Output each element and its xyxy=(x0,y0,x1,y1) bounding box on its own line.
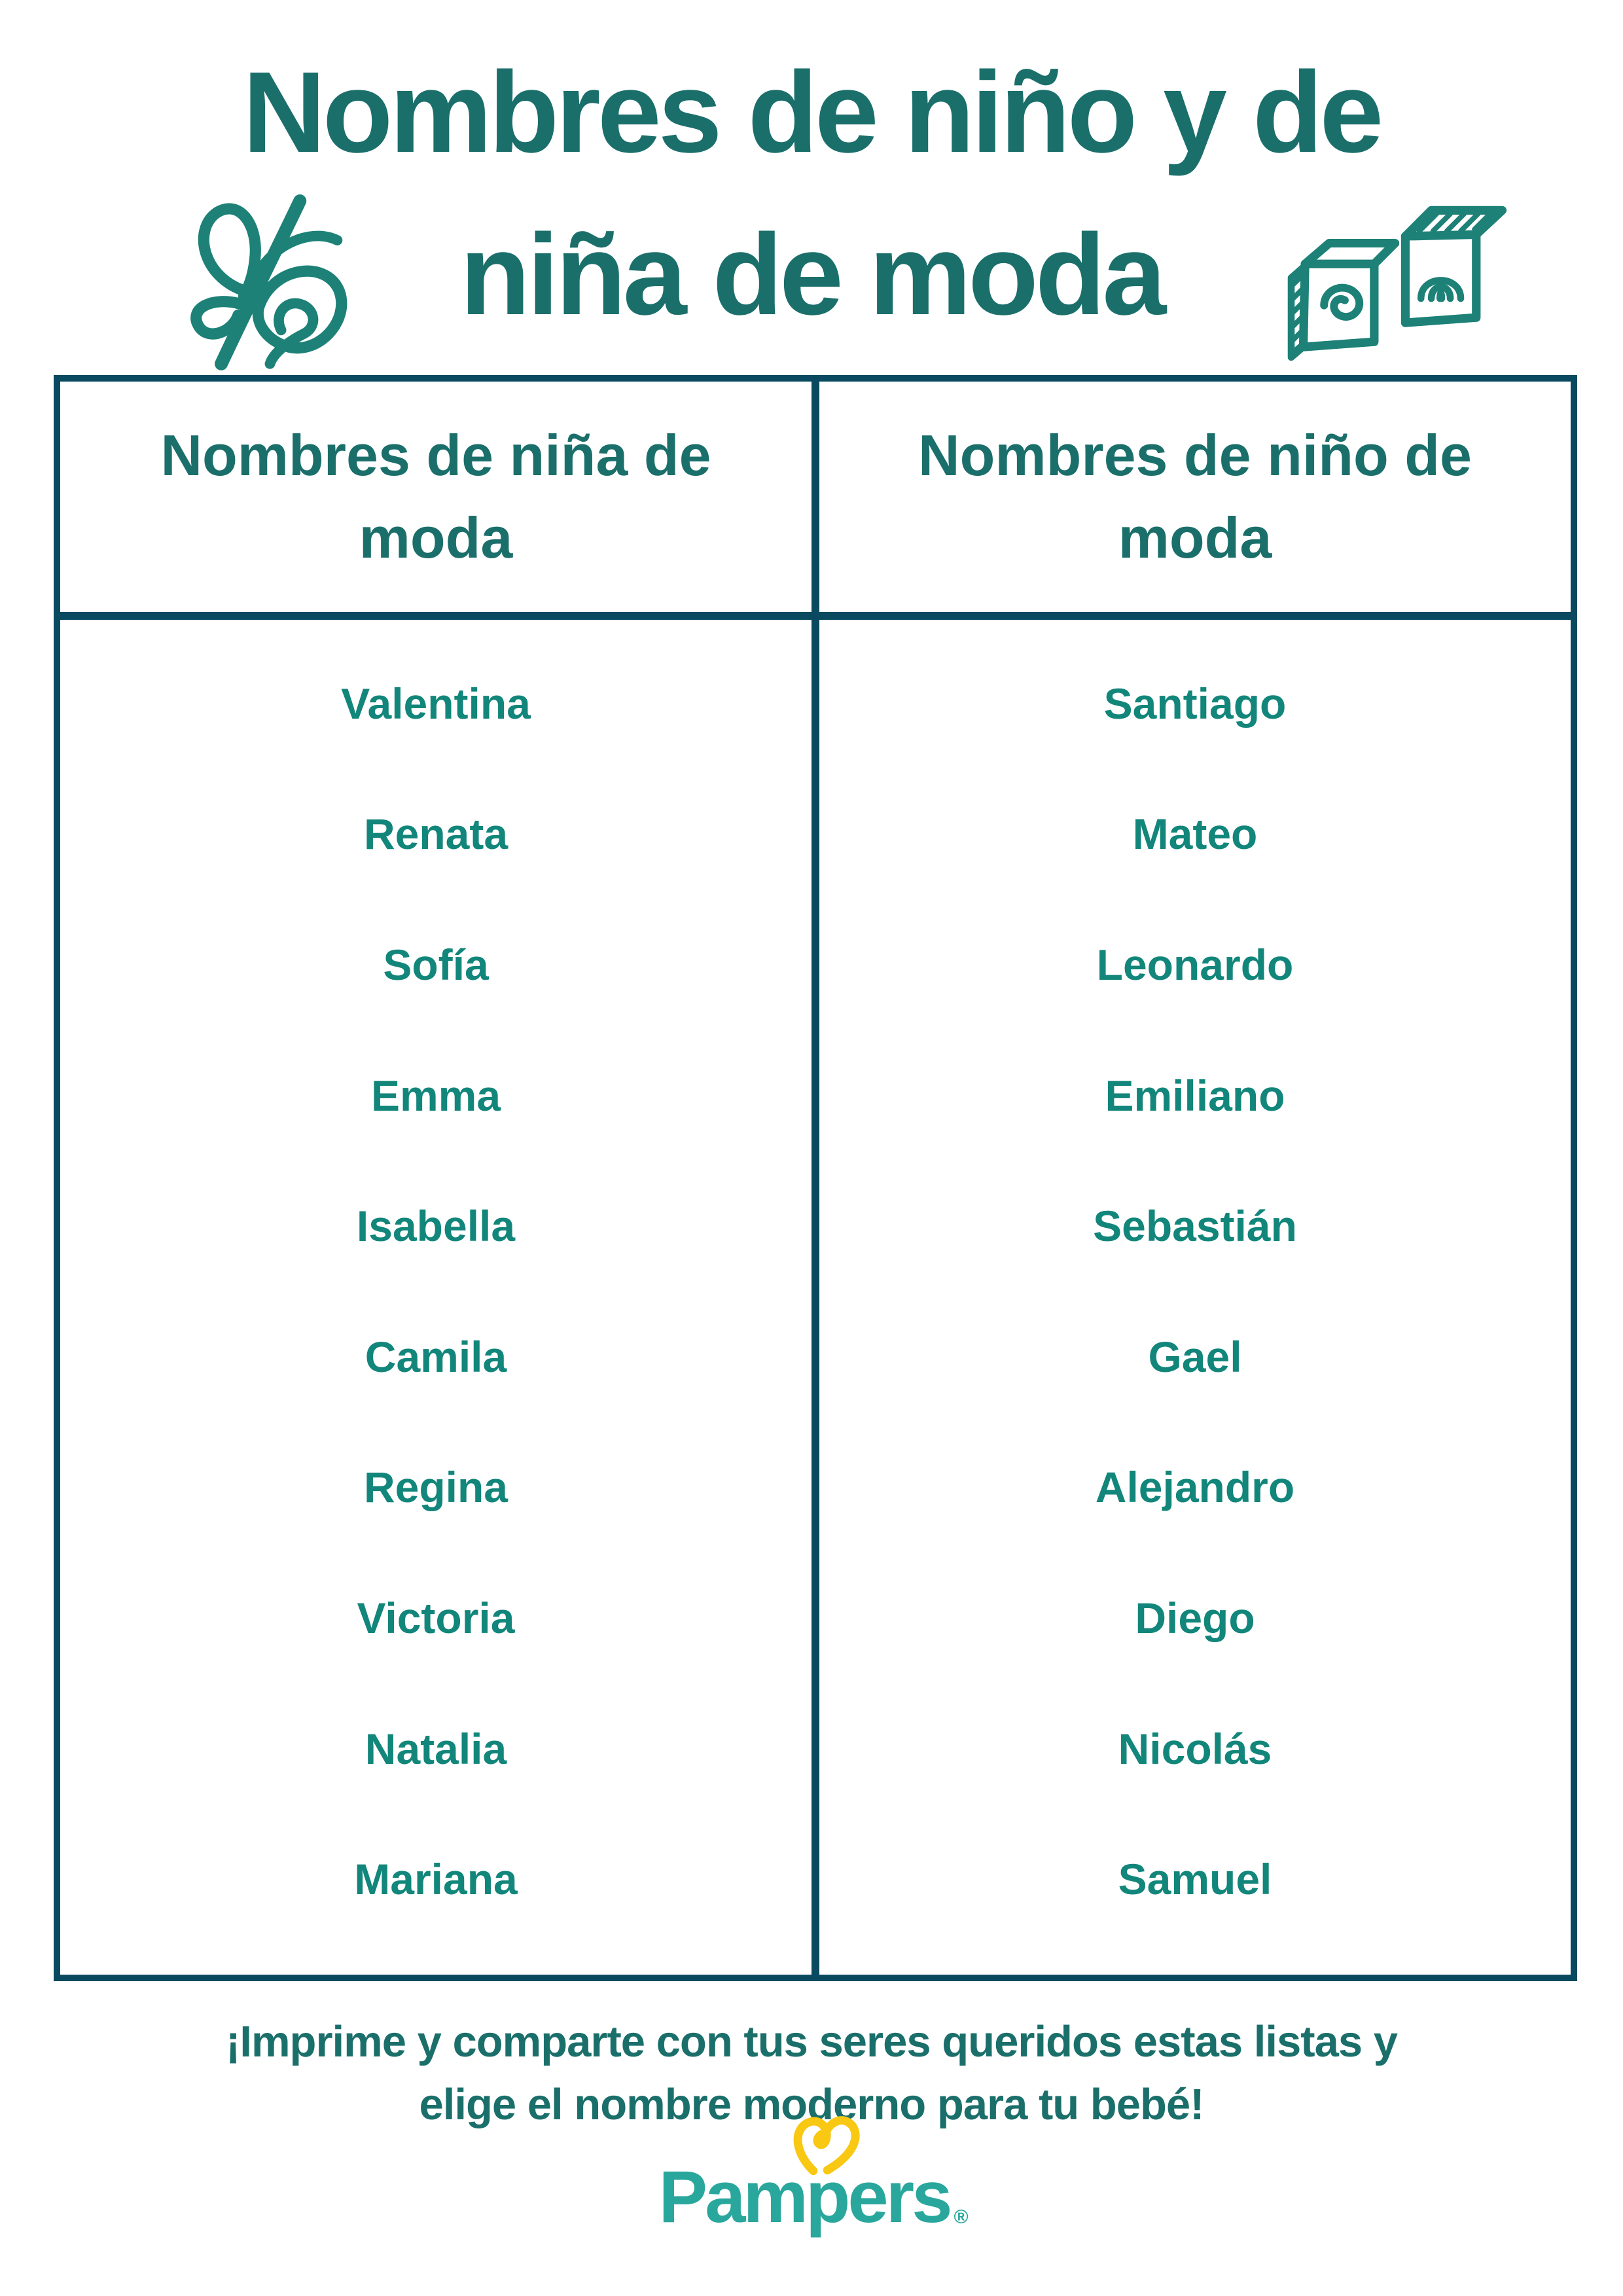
girls-column-header xyxy=(60,382,812,612)
girl-name-item: Emma xyxy=(370,1071,501,1120)
girls-name-list xyxy=(60,620,812,1975)
girl-name-item: Mariana xyxy=(354,1855,518,1904)
table-header-divider xyxy=(60,612,1571,620)
girl-name-item: Regina xyxy=(363,1463,508,1512)
girls-header-text: Nombres de niña de moda xyxy=(160,423,711,570)
names-table xyxy=(54,375,1577,1981)
boys-name-list xyxy=(819,620,1571,1975)
boy-name-item: Nicolás xyxy=(1118,1724,1272,1773)
registered-mark: ® xyxy=(954,2206,969,2228)
butterfly-icon xyxy=(169,185,356,378)
boys-column-header xyxy=(819,382,1571,612)
girl-name-item: Victoria xyxy=(357,1593,515,1642)
baby-blocks-icon xyxy=(1267,191,1509,378)
girl-name-item: Isabella xyxy=(356,1202,516,1251)
title-line-1: Nombres de niño y de xyxy=(242,48,1381,177)
girl-name-item: Renata xyxy=(363,810,508,859)
girl-name-item: Camila xyxy=(365,1332,507,1381)
boy-name-item: Sebastián xyxy=(1093,1202,1297,1251)
boy-name-item: Gael xyxy=(1148,1332,1242,1381)
pampers-wordmark xyxy=(658,2155,969,2259)
boy-name-item: Leonardo xyxy=(1096,940,1294,989)
girl-name-item: Sofía xyxy=(383,940,489,989)
boy-name-item: Alejandro xyxy=(1095,1463,1295,1512)
girl-name-item: Natalia xyxy=(365,1724,507,1773)
boy-name-item: Mateo xyxy=(1132,810,1258,859)
footer-line-2: elige el nombre moderno para tu bebé! xyxy=(419,2080,1204,2129)
title-line-2: niña de moda xyxy=(459,211,1164,339)
pampers-wordmark-text: Pampers xyxy=(658,2156,950,2238)
pampers-logo-inner xyxy=(658,2155,969,2259)
footer-line-1: ¡Imprime y comparte con tus seres queridos estas listas y xyxy=(226,2017,1397,2066)
boy-name-item: Diego xyxy=(1135,1593,1255,1642)
boys-header-text: Nombres de niño de moda xyxy=(918,423,1472,570)
table-vertical-divider xyxy=(812,382,819,1975)
boy-name-item: Emiliano xyxy=(1105,1071,1285,1120)
pampers-logo xyxy=(0,2155,1623,2259)
boy-name-item: Santiago xyxy=(1103,679,1287,728)
girl-name-item: Valentina xyxy=(341,679,531,728)
boy-name-item: Samuel xyxy=(1118,1855,1272,1904)
